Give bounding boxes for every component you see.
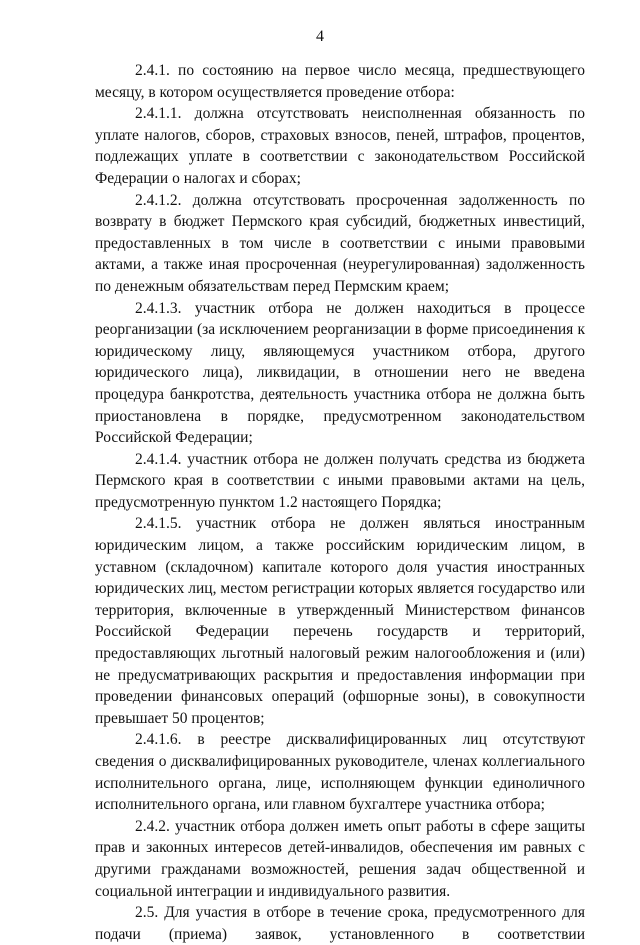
- paragraph-2-4-1: 2.4.1. по состоянию на первое число месяца, предшествующего месяцу, в котором осуществляется проведение отбора:: [95, 62, 585, 101]
- paragraph-2-4-1-3: 2.4.1.3. участник отбора не должен находиться в процессе реорганизации (за исключением реорганизации в форме присоединения к юридическому лицу, являющемуся участником отбора, другого юридического лица), ликвидации, в отношении него не введена процедура банкротства, деятельность участника отбора не должна быть приостановлена в порядке, предусмотренном законодательством Российской Федерации;: [95, 299, 585, 447]
- paragraph-2-5: 2.5. Для участия в отборе в течение срока, предусмотренного для подачи (приема) заявок, установленного в соответствии: [95, 904, 585, 943]
- page-number: 4: [316, 28, 324, 45]
- paragraph-2-4-1-2: 2.4.1.2. должна отсутствовать просроченная задолженность по возврату в бюджет Пермского края субсидий, бюджетных инвестиций, предоставленных в том числе в соответствии с иными правовыми актами, а также иная просроченная (неурегулированная) задолженность по денежным обязательствам перед Пермским краем;: [95, 191, 585, 295]
- paragraph-2-4-1-1: 2.4.1.1. должна отсутствовать неисполненная обязанность по уплате налогов, сборов, страховых взносов, пеней, штрафов, процентов, подлежащих уплате в соответствии с законодательством Российской Федерации о налогах и сборах;: [95, 105, 585, 187]
- paragraph-2-4-2: 2.4.2. участник отбора должен иметь опыт работы в сфере защиты прав и законных интересов детей-инвалидов, обеспечения им равных с другими гражданами возможностей, решения задач общественной и социальной интеграции и индивидуального развития.: [95, 817, 585, 900]
- document-body: [95, 60, 585, 945]
- paragraph-2-4-1-6: 2.4.1.6. в реестре дисквалифицированных лиц отсутствуют сведения о дисквалифицированных руководителе, членах коллегиального исполнительного органа, лице, исполняющем функции единоличного исполнительного органа, или главном бухгалтере участника отбора;: [95, 731, 585, 814]
- paragraph-2-4-1-4: 2.4.1.4. участник отбора не должен получать средства из бюджета Пермского края в соответствии с иными правовыми актами на цель, предусмотренную пунктом 1.2 настоящего Порядка;: [95, 450, 585, 511]
- paragraph-2-4-1-5: 2.4.1.5. участник отбора не должен являться иностранным юридическим лицом, а также российским юридическим лицом, в уставном (складочном) капитале которого доля участия иностранных юридических лиц, местом регистрации которых является государство или территория, включенные в утвержденный Министерством финансов Российской Федерации перечень государств и территорий, предоставляющих льготный налоговый режим налогообложения и (или) не предусматривающих раскрытия и предоставления информации при проведении финансовых операций (офшорные зоны), в совокупности превышает 50 процентов;: [95, 515, 585, 727]
